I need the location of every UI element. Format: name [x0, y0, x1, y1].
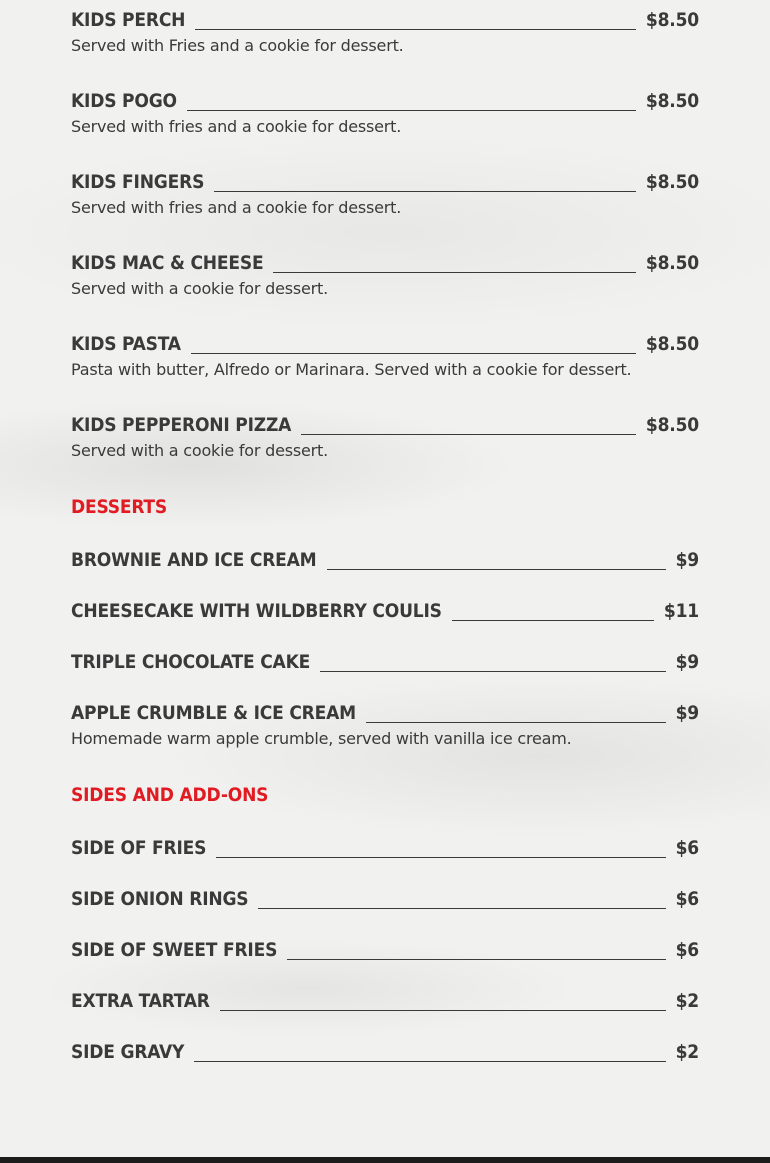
- leader-line: [287, 958, 665, 960]
- leader-line: [320, 670, 666, 672]
- item-name: SIDE GRAVY: [71, 1041, 185, 1063]
- leader-line: [187, 109, 636, 111]
- item-price: $9: [675, 651, 699, 673]
- item-price: $6: [675, 939, 699, 961]
- menu-item: [71, 699, 699, 748]
- item-description: Pasta with butter, Alfredo or Marinara. Served with a cookie for dessert.: [71, 360, 632, 379]
- leader-line: [258, 907, 665, 909]
- item-name: KIDS PEPPERONI PIZZA: [71, 414, 292, 436]
- item-price: $6: [675, 837, 699, 859]
- item-name: KIDS PERCH: [71, 9, 186, 31]
- leader-line: [366, 721, 666, 723]
- leader-line: [452, 619, 654, 621]
- section-title-desserts: [71, 493, 699, 521]
- item-name: TRIPLE CHOCOLATE CAKE: [71, 651, 311, 673]
- item-description: Served with Fries and a cookie for dessert.: [71, 36, 404, 55]
- item-price: $8.50: [645, 9, 699, 31]
- item-price: $8.50: [645, 333, 699, 355]
- category-heading: SIDES AND ADD-ONS: [71, 784, 269, 806]
- item-price: $9: [675, 702, 699, 724]
- menu-item: [71, 648, 699, 676]
- leader-line: [220, 1009, 666, 1011]
- menu-item: [71, 249, 699, 298]
- item-price: $8.50: [645, 171, 699, 193]
- leader-line: [301, 433, 636, 435]
- item-price: $2: [675, 1041, 699, 1063]
- menu-item: [71, 597, 699, 625]
- menu-item: [71, 168, 699, 217]
- item-price: $8.50: [645, 252, 699, 274]
- category-heading: DESSERTS: [71, 496, 168, 518]
- menu-item: [71, 987, 699, 1015]
- item-price: $11: [663, 600, 699, 622]
- item-name: EXTRA TARTAR: [71, 990, 210, 1012]
- item-name: KIDS FINGERS: [71, 171, 205, 193]
- menu-item: [71, 834, 699, 862]
- menu-item: [71, 936, 699, 964]
- item-description: Served with fries and a cookie for dessert.: [71, 117, 402, 136]
- menu-item: [71, 330, 699, 379]
- footer-bar: [0, 1157, 770, 1163]
- item-description: Served with a cookie for dessert.: [71, 441, 329, 460]
- item-description: Homemade warm apple crumble, served with vanilla ice cream.: [71, 729, 572, 748]
- item-name: SIDE OF FRIES: [71, 837, 207, 859]
- leader-line: [194, 1060, 665, 1062]
- item-name: BROWNIE AND ICE CREAM: [71, 549, 317, 571]
- item-name: KIDS POGO: [71, 90, 177, 112]
- item-price: $6: [675, 888, 699, 910]
- menu-item: [71, 6, 699, 55]
- menu-item: [71, 546, 699, 574]
- leader-line: [327, 568, 666, 570]
- leader-line: [216, 856, 665, 858]
- item-name: KIDS PASTA: [71, 333, 181, 355]
- section-title-sides: [71, 781, 699, 809]
- item-price: $9: [675, 549, 699, 571]
- menu-item: [71, 1038, 699, 1066]
- leader-line: [273, 271, 635, 273]
- item-name: APPLE CRUMBLE & ICE CREAM: [71, 702, 356, 724]
- item-price: $8.50: [645, 90, 699, 112]
- item-description: Served with fries and a cookie for dessert.: [71, 198, 402, 217]
- item-name: SIDE ONION RINGS: [71, 888, 249, 910]
- leader-line: [191, 352, 636, 354]
- item-name: SIDE OF SWEET FRIES: [71, 939, 278, 961]
- item-description: Served with a cookie for dessert.: [71, 279, 329, 298]
- leader-line: [214, 190, 636, 192]
- leader-line: [195, 28, 636, 30]
- menu-item: [71, 885, 699, 913]
- menu-item: [71, 411, 699, 460]
- item-name: KIDS MAC & CHEESE: [71, 252, 264, 274]
- item-price: $8.50: [645, 414, 699, 436]
- menu-item: [71, 87, 699, 136]
- item-name: CHEESECAKE WITH WILDBERRY COULIS: [71, 600, 442, 622]
- item-price: $2: [675, 990, 699, 1012]
